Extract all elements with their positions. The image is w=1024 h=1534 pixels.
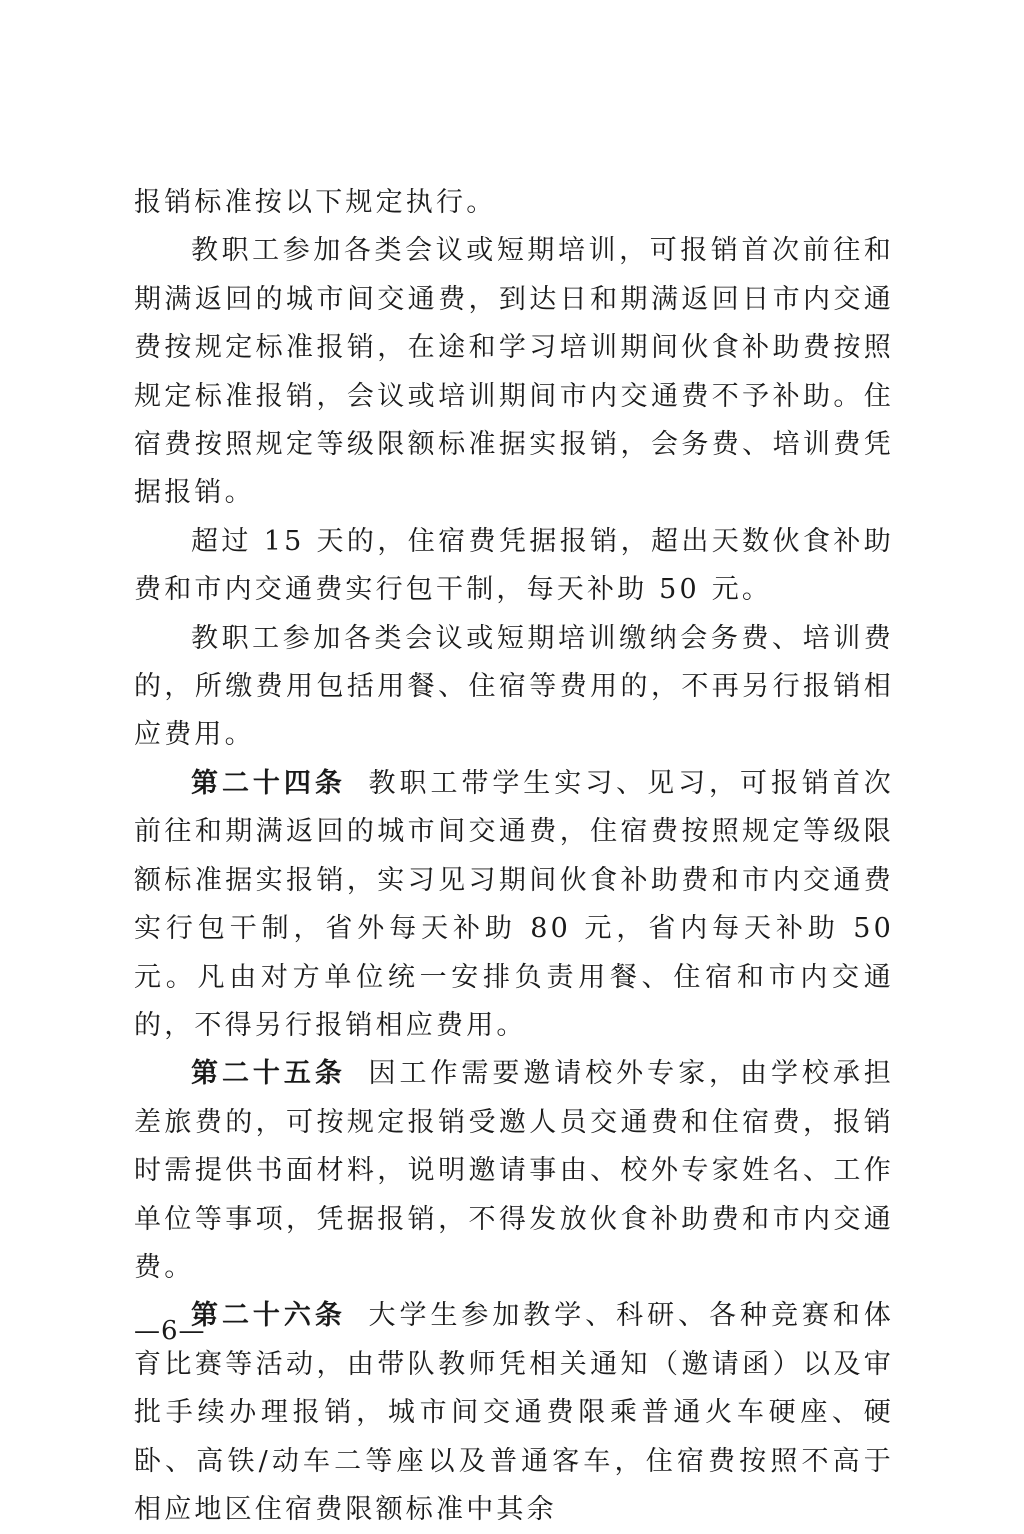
article-25 bbox=[134, 1050, 894, 1292]
page-number: —6— bbox=[134, 1316, 206, 1346]
paragraph-text: 超过 15 天的，住宿费凭据报销，超出天数伙食补助费和市内交通费实行包干制，每天补助 50 元。 bbox=[134, 525, 894, 606]
paragraph-intro-continuation bbox=[134, 179, 894, 227]
article-number: 第二十五条 bbox=[191, 1058, 346, 1090]
paragraph-conference-fees bbox=[134, 615, 894, 760]
article-26 bbox=[134, 1292, 894, 1534]
paragraph-text: 教职工参加各类会议或短期培训缴纳会务费、培训费的，所缴费用包括用餐、住宿等费用的，不再另行报销相应费用。 bbox=[134, 622, 894, 751]
article-24 bbox=[134, 760, 894, 1050]
article-text: 教职工带学生实习、见习，可报销首次前往和期满返回的城市间交通费，住宿费按照规定等级限额标准据实报销，实习见习期间伙食补助费和市内交通费实行包干制，省外每天补助 80 元，省内每天补助 50 元。凡由对方单位统一安排负责用餐、住宿和市内交通的，不得另行报销相应费用。 bbox=[134, 767, 895, 1041]
paragraph-text: 教职工参加各类会议或短期培训，可报销首次前往和期满返回的城市间交通费，到达日和期满返回日市内交通费按规定标准报销，在途和学习培训期间伙食补助费按照规定标准报销，会议或培训期间市内交通费不予补助。住宿费按照规定等级限额标准据实报销，会务费、培训费凭据报销。 bbox=[134, 235, 894, 509]
article-number: 第二十四条 bbox=[191, 767, 346, 799]
paragraph-text: 报销标准按以下规定执行。 bbox=[134, 187, 497, 218]
paragraph-meetings-training bbox=[134, 227, 894, 517]
paragraph-over-15-days bbox=[134, 518, 894, 615]
article-text: 大学生参加教学、科研、各种竞赛和体育比赛等活动，由带队教师凭相关通知（邀请函）以及审批手续办理报销，城市间交通费限乘普通火车硬座、硬卧、高铁/动车二等座以及普通客车，住宿费按照不高于相应地区住宿费限额标准中其余 bbox=[134, 1300, 895, 1525]
article-text: 因工作需要邀请校外专家，由学校承担差旅费的，可按规定报销受邀人员交通费和住宿费，报销时需提供书面材料，说明邀请事由、校外专家姓名、工作单位等事项，凭据报销，不得发放伙食补助费和市内交通费。 bbox=[134, 1058, 895, 1283]
document-body bbox=[134, 179, 894, 1534]
article-number: 第二十六条 bbox=[191, 1300, 346, 1332]
